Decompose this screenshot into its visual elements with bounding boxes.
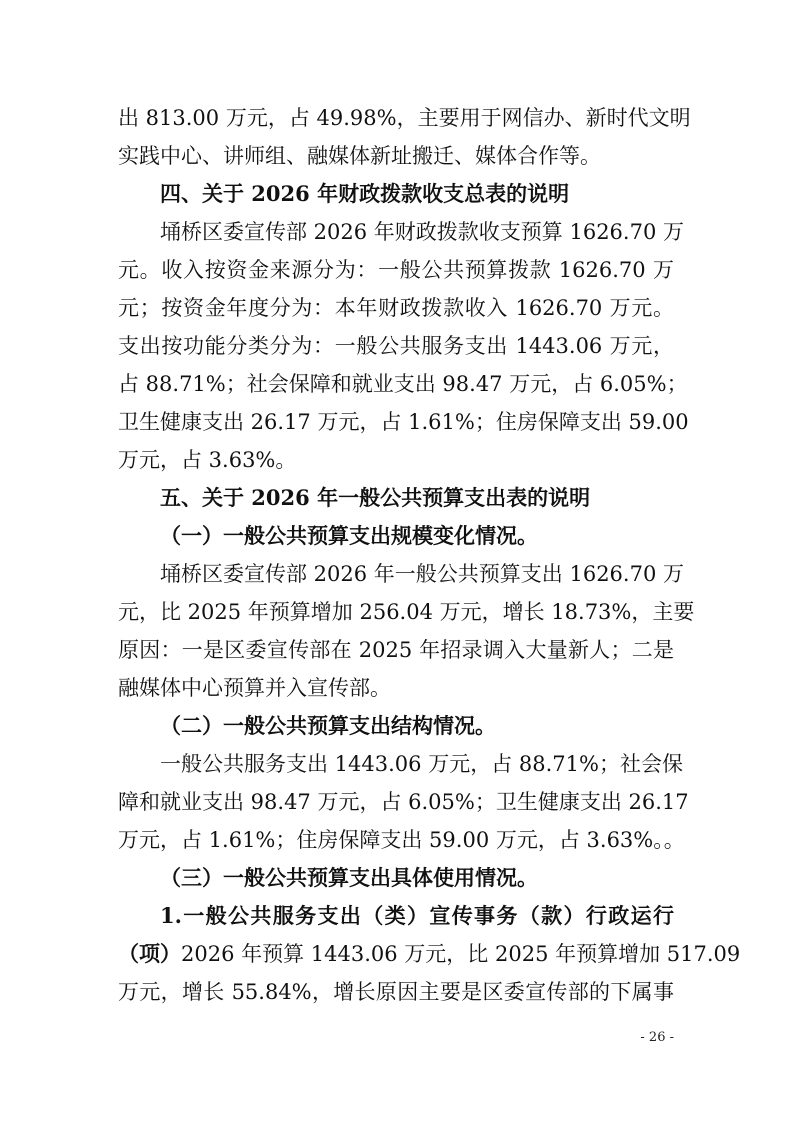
body-line: 埇桥区委宣传部 2026 年财政拨款收支预算 1626.70 万	[160, 220, 684, 244]
body-line: 元，比 2025 年预算增加 256.04 万元，增长 18.73%，主要	[118, 600, 695, 624]
body-line: 万元，占 1.61%；住房保障支出 59.00 万元，占 3.63%。。	[118, 828, 685, 852]
body-line: 占 88.71%；社会保障和就业支出 98.47 万元，占 6.05%；	[118, 372, 688, 396]
body-line: 元。收入按资金来源分为：一般公共预算拨款 1626.70 万	[118, 258, 674, 282]
body-line: 融媒体中心预算并入宣传部。	[118, 676, 391, 700]
item-heading-suffix: （项）	[118, 941, 181, 966]
body-line: 一般公共服务支出 1443.06 万元，占 88.71%；社会保	[160, 752, 683, 776]
body-line: 万元，占 3.63%。	[118, 448, 297, 472]
body-line: 实践中心、讲师组、融媒体新址搬迁、媒体合作等。	[118, 144, 601, 168]
subsection-heading: （一）一般公共预算支出规模变化情况。	[160, 523, 538, 548]
item-heading: 1.一般公共服务支出（类）宣传事务（款）行政运行	[160, 903, 674, 928]
body-line: 万元，增长 55.84%，增长原因主要是区委宣传部的下属事	[118, 980, 674, 1004]
body-line: 障和就业支出 98.47 万元，占 6.05%；卫生健康支出 26.17	[118, 790, 689, 814]
section-heading: 五、关于 2026 年一般公共预算支出表的说明	[160, 485, 591, 510]
body-line: 原因：一是区委宣传部在 2025 年招录调入大量新人；二是	[118, 638, 674, 662]
subsection-heading: （二）一般公共预算支出结构情况。	[160, 713, 496, 738]
body-line: 支出按功能分类分为：一般公共服务支出 1443.06 万元，	[118, 334, 674, 358]
body-line: 埇桥区委宣传部 2026 年一般公共预算支出 1626.70 万	[160, 562, 684, 586]
body-line: 元；按资金年度分为：本年财政拨款收入 1626.70 万元。	[118, 296, 674, 320]
body-line: 出 813.00 万元，占 49.98%，主要用于网信办、新时代文明	[118, 106, 691, 130]
body-line-with-bold-prefix	[118, 941, 741, 967]
page-number: - 26 -	[640, 1030, 674, 1045]
section-heading: 四、关于 2026 年财政拨款收支总表的说明	[160, 181, 570, 206]
subsection-heading: （三）一般公共预算支出具体使用情况。	[160, 865, 538, 890]
body-line: 卫生健康支出 26.17 万元，占 1.61%；住房保障支出 59.00	[118, 410, 689, 434]
body-text: 2026 年预算 1443.06 万元，比 2025 年预算增加 517.09	[181, 942, 741, 966]
